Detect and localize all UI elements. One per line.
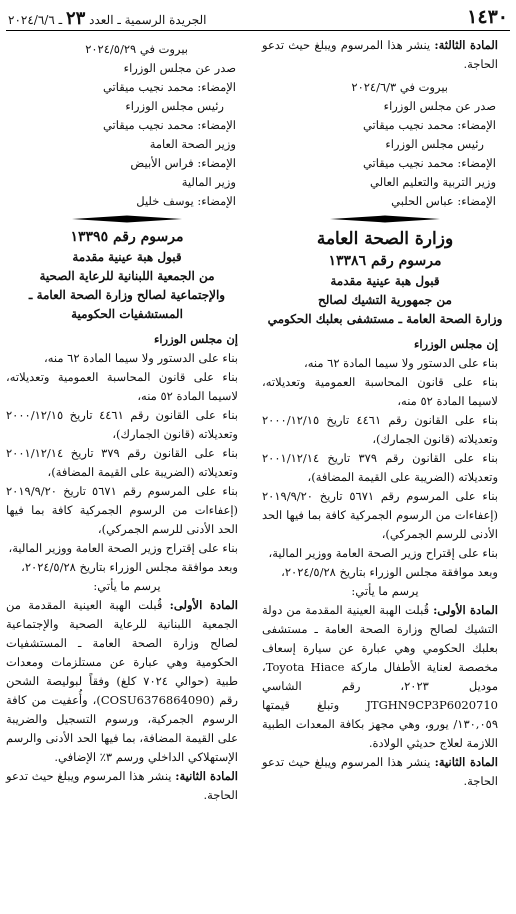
header-rule [6, 30, 510, 31]
decree-date: بيروت في ٢٠٢٤/٦/٣ [351, 80, 448, 94]
minister-signature-2: الإمضاء: يوسف خليل [136, 194, 236, 208]
decree-number: مرسوم رقم ١٣٣٩٥ [70, 229, 184, 245]
journal-name: الجريدة الرسمية ـ العدد [89, 13, 207, 27]
issue-date: ـ ٢٠٢٤/٦/٦ [8, 13, 63, 27]
article-1 [262, 601, 508, 753]
pm-signature: الإمضاء: محمد نجيب ميقاتي [102, 80, 236, 94]
article-text: قُبلت الهبة العينية المقدمة من الجمعية اللبنانية للرعاية الصحية والإجتماعية لصالح وزارة الصحة العامة ـ المستشفيات الحكومية وهي عبارة عن مستلزمات ومعدات طبية (حوالي ٧٠٢٤ كلغ) وفقاً لبوليصة الشحن رقم (COSU6376864090)، وأُعفيت من كافة الرسوم الجمركية، ورسوم التسجيل والضريبة على القيمة المضافة، بما فيها الحد الأدنى والرسم الإستهلاكي الداخلي ورسم ٣٪ الإضافي. [6, 598, 239, 764]
decree-subject-3: والإجتماعية لصالح وزارة الصحة العامة ـ [28, 288, 226, 302]
section-divider [6, 213, 248, 225]
decree-number: مرسوم رقم ١٣٣٨٦ [328, 253, 442, 269]
preamble-6: بناء على إقتراح وزير الصحة العامة ووزير المالية، [268, 546, 498, 560]
preamble-4: بناء على القانون رقم ٣٧٩ تاريخ ٢٠٠١/١٢/١٤ وتعديلاته (الضريبة على القيمة المضافة)، [6, 446, 238, 479]
right-column [262, 36, 508, 791]
article-text: ينشر هذا المرسوم ويبلغ حيث تدعو الحاجة. [262, 755, 498, 788]
section-divider [262, 213, 508, 225]
issued-by: صدر عن مجلس الوزراء [123, 61, 236, 75]
preamble-3: بناء على القانون رقم ٤٤٦١ تاريخ ٢٠٠٠/١٢/١٥ وتعديلاته (قانون الجمارك)، [6, 408, 238, 441]
minister-signature: الإمضاء: فراس الأبيض [130, 156, 236, 170]
article-text: قُبلت الهبة العينية المقدمة من دولة التشيك لصالح وزارة الصحة العامة ـ مستشفى بعلبك الحكومي وهي عبارة عن سيارة إسعاف مخصصة لعناية الأطفال ماركة Toyota Hiace، موديل ٢٠٢٣، رقم الشاسي JTGHN9CP3P6020710 وتبلغ قيمتها ١٣٠,٠٥٩/ يورو، وهي مجهز بكافة المعدات الطبية اللازمة لعلاج حديثي الولادة. [262, 603, 498, 750]
preamble-3: بناء على القانون رقم ٤٤٦١ تاريخ ٢٠٠٠/١٢/١٥ وتعديلاته (قانون الجمارك)، [262, 413, 498, 446]
issue-number: ٢٣ [65, 8, 86, 29]
preamble-7: وبعد موافقة مجلس الوزراء بتاريخ ٢٠٢٤/٥/٢٨، [281, 565, 498, 579]
preamble-7: وبعد موافقة مجلس الوزراء بتاريخ ٢٠٢٤/٥/٢٨، [21, 560, 238, 574]
decree-subject-1: قبول هبة عينية مقدمة [72, 250, 182, 264]
council-heading: إن مجلس الوزراء [153, 332, 238, 346]
preamble-6: بناء على إقتراح وزير الصحة العامة ووزير المالية، [8, 541, 238, 555]
minister-title: وزير التربية والتعليم العالي [369, 175, 496, 189]
journal-title [8, 8, 206, 29]
preamble-2: بناء على قانون المحاسبة العمومية وتعديلاته، لاسيما المادة ٥٢ منه، [6, 370, 238, 403]
council-heading: إن مجلس الوزراء [413, 337, 498, 351]
article-2 [6, 767, 248, 805]
article-3 [262, 36, 508, 74]
decrees-line: يرسم ما يأتي: [93, 579, 161, 593]
preamble-2: بناء على قانون المحاسبة العمومية وتعديلاته، لاسيما المادة ٥٢ منه، [262, 375, 498, 408]
decrees-line: يرسم ما يأتي: [351, 584, 419, 598]
issued-by: صدر عن مجلس الوزراء [383, 99, 496, 113]
article-label: المادة الثانية: [434, 755, 498, 769]
article-label: المادة الأولى: [169, 598, 238, 612]
article-2 [262, 753, 508, 791]
pm-signature-2: الإمضاء: محمد نجيب ميقاتي [102, 118, 236, 132]
page-header [6, 6, 510, 28]
article-1 [6, 596, 248, 767]
page-number: ١٤٣٠ [467, 6, 508, 28]
pm-signature: الإمضاء: محمد نجيب ميقاتي [362, 118, 496, 132]
preamble-1: بناء على الدستور ولا سيما المادة ٦٢ منه، [43, 351, 238, 365]
preamble-5: بناء على المرسوم رقم ٥٦٧١ تاريخ ٢٠١٩/٩/٢٠ (إعفاءات من الرسوم الجمركية كافة بما فيها الحد الأدنى للرسم الجمركي)، [6, 484, 238, 536]
decree-subject-1: قبول هبة عينية مقدمة [330, 274, 440, 288]
article-label: المادة الأولى: [433, 603, 499, 617]
left-column [6, 36, 248, 805]
decree-subject-2: من الجمعية اللبنانية للرعاية الصحية [39, 269, 215, 283]
article-text: ينشر هذا المرسوم ويبلغ حيث تدعو الحاجة. [262, 38, 498, 71]
minister-title-2: وزير المالية [181, 175, 236, 189]
pm-title: رئيس مجلس الوزراء [385, 137, 484, 151]
decree-subject-3: وزارة الصحة العامة ـ مستشفى بعلبك الحكومي [267, 312, 503, 326]
pm-title: رئيس مجلس الوزراء [125, 99, 224, 113]
decree-date: بيروت في ٢٠٢٤/٥/٢٩ [85, 42, 188, 56]
pm-signature-2: الإمضاء: محمد نجيب ميقاتي [362, 156, 496, 170]
decree-subject-4: المستشفيات الحكومية [71, 307, 183, 321]
minister-title: وزير الصحة العامة [149, 137, 236, 151]
minister-signature: الإمضاء: عباس الحلبي [391, 194, 496, 208]
article-label: المادة الثالثة: [434, 38, 499, 52]
preamble-5: بناء على المرسوم رقم ٥٦٧١ تاريخ ٢٠١٩/٩/٢٠ (إعفاءات من الرسوم الجمركية كافة بما فيها الحد الأدنى للرسم الجمركي)، [262, 489, 498, 541]
preamble-4: بناء على القانون رقم ٣٧٩ تاريخ ٢٠٠١/١٢/١٤ وتعديلاته (الضريبة على القيمة المضافة)، [262, 451, 498, 484]
preamble-1: بناء على الدستور ولا سيما المادة ٦٢ منه، [303, 356, 498, 370]
article-label: المادة الثانية: [175, 769, 238, 783]
ministry-heading: وزارة الصحة العامة [316, 229, 454, 249]
article-text: ينشر هذا المرسوم ويبلغ حيث تدعو الحاجة. [6, 769, 238, 802]
decree-subject-2: من جمهورية التشيك لصالح [318, 293, 452, 307]
